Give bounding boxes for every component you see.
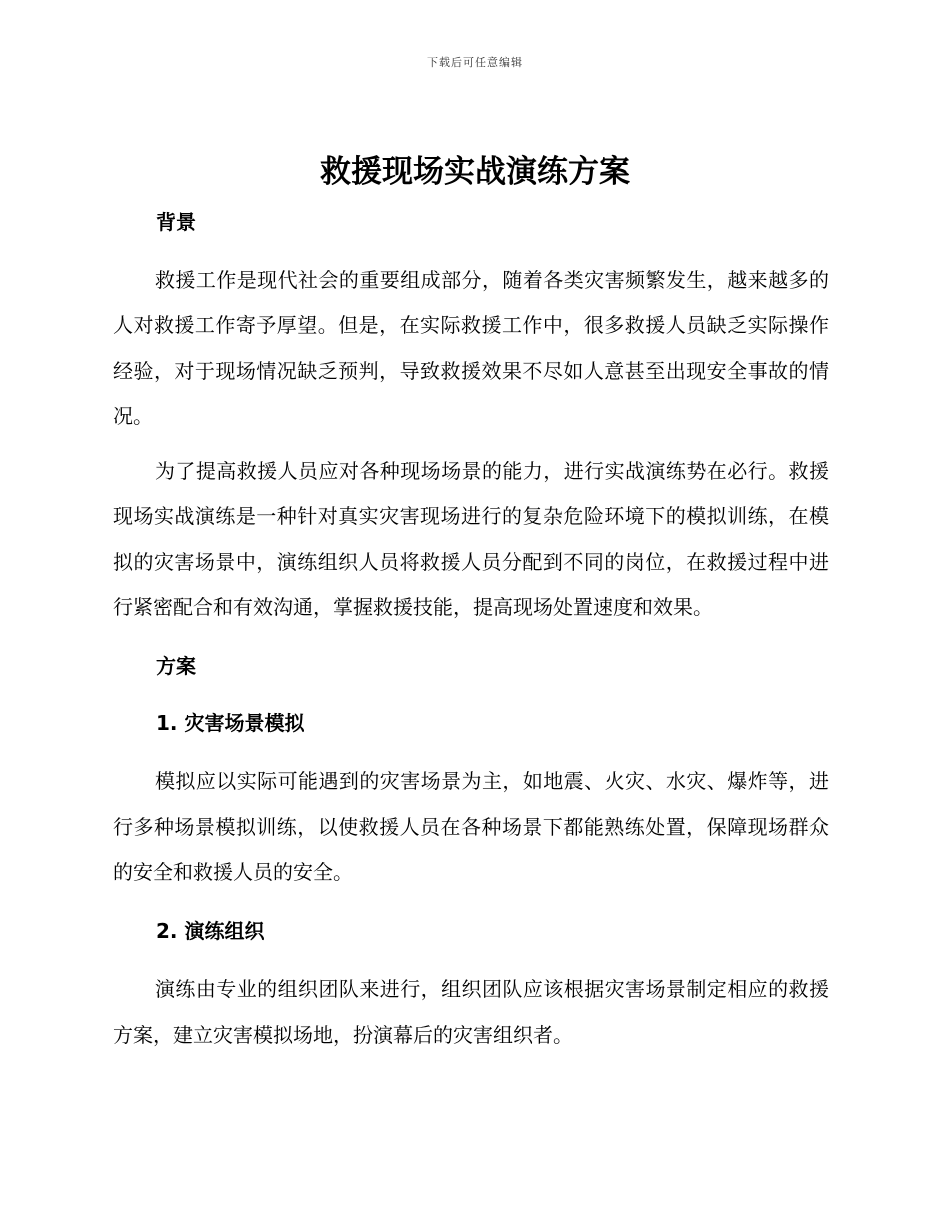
paragraph-background-1: 救援工作是现代社会的重要组成部分，随着各类灾害频繁发生，越来越多的人对救援工作寄予厚望。但是，在实际救援工作中，很多救援人员缺乏实际操作经验，对于现场情况缺乏预判，导致救援效果不尽如人意甚至出现安全事故的情况。 (113, 268, 829, 428)
subsection-heading-disaster-simulation: 1. 灾害场景模拟 (156, 711, 305, 736)
subsection-heading-drill-organization: 2. 演练组织 (156, 919, 265, 944)
section-heading-background: 背景 (156, 210, 196, 234)
paragraph-drill-organization: 演练由专业的组织团队来进行，组织团队应该根据灾害场景制定相应的救援方案，建立灾害模拟场地，扮演幕后的灾害组织者。 (113, 977, 829, 1047)
section-heading-plan: 方案 (156, 654, 196, 679)
document-body (113, 205, 829, 1058)
header-note: 下载后可任意编辑 (427, 56, 523, 69)
paragraph-disaster-simulation: 模拟应以实际可能遇到的灾害场景为主，如地震、火灾、水灾、爆炸等，进行多种场景模拟训练，以使救援人员在各种场景下都能熟练处置，保障现场群众的安全和救援人员的安全。 (113, 769, 829, 884)
paragraph-background-2: 为了提高救援人员应对各种现场场景的能力，进行实战演练势在必行。救援现场实战演练是一种针对真实灾害现场进行的复杂危险环境下的模拟训练，在模拟的灾害场景中，演练组织人员将救援人员分配到不同的岗位，在救援过程中进行紧密配合和有效沟通，掌握救援技能，提高现场处置速度和效果。 (113, 459, 829, 620)
document-title: 救援现场实战演练方案 (320, 154, 630, 190)
